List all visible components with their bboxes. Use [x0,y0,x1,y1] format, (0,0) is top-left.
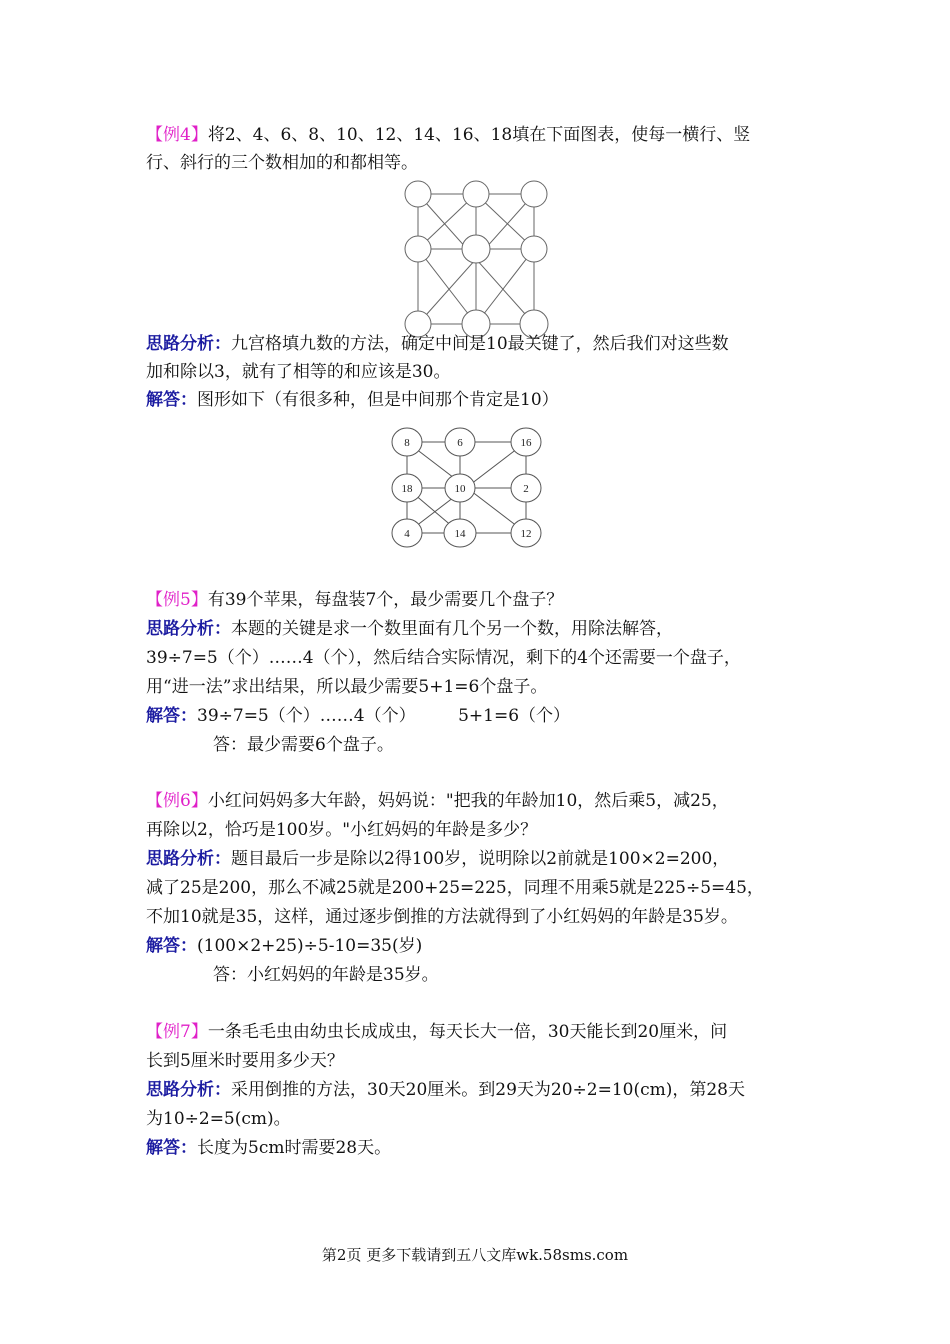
ex7-analysis-line-2: 为10÷2=5(cm)。 [146,1109,291,1129]
ex7-question-line-2: 长到5厘米时要用多少天？ [146,1051,344,1071]
ex5-question-line [146,586,563,614]
grid-value-r2c1: 18 [401,483,413,495]
ex4-empty-grid-diagram [402,178,552,346]
empty-circle [462,235,490,263]
ex5-analysis-line-3: 用“进一法”求出结果，所以最少需要5+1=6个盘子。 [146,677,548,697]
ex6-analysis-line-2: 减了25是200，那么不减25就是200+25=225，同理不用乘5就是225÷5=45， [146,878,764,898]
ex6-analysis-text-1: 题目最后一步是除以2得100岁，说明除以2前就是100×2=200， [231,849,730,869]
grid-value-r2c2: 10 [454,483,466,495]
ex6-analysis-line-1 [146,845,729,873]
grid-value-r1c3: 16 [520,437,532,449]
ex5-answer-line-2: 答：最少需要6个盘子。 [213,735,394,755]
ex6-analysis-line-3: 不加10就是35，这样，通过逐步倒推的方法就得到了小红妈妈的年龄是35岁。 [146,907,738,927]
ex7-tag: 【例7】 [146,1022,208,1042]
ex7-analysis-label: 思路分析： [146,1080,231,1100]
ex4-answer-line [146,386,559,414]
ex7-answer-text: 长度为5cm时需要28天。 [197,1138,392,1158]
ex7-question-text-1: 一条毛毛虫由幼虫长成成虫，每天长大一倍，30天能长到20厘米，问 [207,1022,728,1042]
ex4-analysis-line-2: 加和除以3，就有了相等的和应该是30。 [146,362,451,382]
ex5-tag: 【例5】 [146,590,208,610]
ex5-analysis-label: 思路分析： [146,619,231,639]
ex6-question-line-1 [146,787,729,815]
ex6-answer-label: 解答： [146,936,197,956]
ex5-analysis-line-1 [146,615,673,643]
ex4-question-line-2: 行、斜行的三个数相加的和都相等。 [146,153,418,173]
grid-value-r1c1: 8 [404,437,410,449]
ex5-analysis-text-1: 本题的关键是求一个数里面有几个另一个数，用除法解答， [231,619,673,639]
empty-circle [521,181,547,207]
ex5-question-text: 有39个苹果，每盘装7个，最少需要几个盘子？ [207,590,564,610]
ex6-answer-text-1: (100×2+25)÷5-10=35(岁) [197,936,423,956]
ex5-answer-label: 解答： [146,706,197,726]
page-footer: 第2页 更多下载请到五八文库wk.58sms.com [321,1246,629,1264]
empty-circle [405,236,431,262]
ex6-question-line-2: 再除以2，恰巧是100岁。"小红妈妈的年龄是多少？ [146,820,538,840]
ex7-analysis-line-1 [146,1076,745,1104]
ex6-tag: 【例6】 [146,791,208,811]
ex7-analysis-text-1: 采用倒推的方法，30天20厘米。到29天为20÷2=10(cm)，第28天 [231,1080,746,1100]
ex7-question-line-1 [146,1018,727,1046]
ex6-answer-line-2: 答：小红妈妈的年龄是35岁。 [213,965,439,985]
ex4-analysis-text-1: 九宫格填九数的方法，确定中间是10最关键了，然后我们对这些数 [231,334,729,354]
ex5-answer-line-1 [146,702,570,730]
ex5-analysis-line-2: 39÷7=5（个）……4（个），然后结合实际情况，剩下的4个还需要一个盘子， [146,648,741,668]
ex7-answer-line [146,1134,391,1162]
ex6-answer-line-1 [146,932,422,960]
ex4-analysis-label: 思路分析： [146,334,231,354]
ex6-analysis-label: 思路分析： [146,849,231,869]
ex4-filled-grid-diagram [390,424,550,550]
empty-circle [521,236,547,262]
ex4-question-text-1: 将2、4、6、8、10、12、14、16、18填在下面图表，使每一横行、竖 [207,125,751,145]
ex4-question-line-1 [146,121,750,149]
ex5-answer-text-1: 39÷7=5（个）……4（个） 5+1=6（个） [197,706,571,726]
grid-value-r2c3: 2 [523,483,529,495]
ex6-question-text-1: 小红问妈妈多大年龄，妈妈说："把我的年龄加10，然后乘5，减25， [207,791,729,811]
empty-circle [463,181,489,207]
ex4-tag: 【例4】 [146,125,208,145]
empty-circle [405,181,431,207]
ex4-empty-circles [405,181,548,338]
ex4-answer-text: 图形如下（有很多种，但是中间那个肯定是10） [197,390,559,410]
grid-value-r1c2: 6 [457,437,463,449]
grid-value-r3c2: 14 [454,528,466,540]
grid-value-r3c1: 4 [404,528,410,540]
grid-value-r3c3: 12 [520,528,532,540]
ex4-analysis-line-1 [146,330,729,358]
ex7-answer-label: 解答： [146,1138,197,1158]
ex4-answer-label: 解答： [146,390,197,410]
